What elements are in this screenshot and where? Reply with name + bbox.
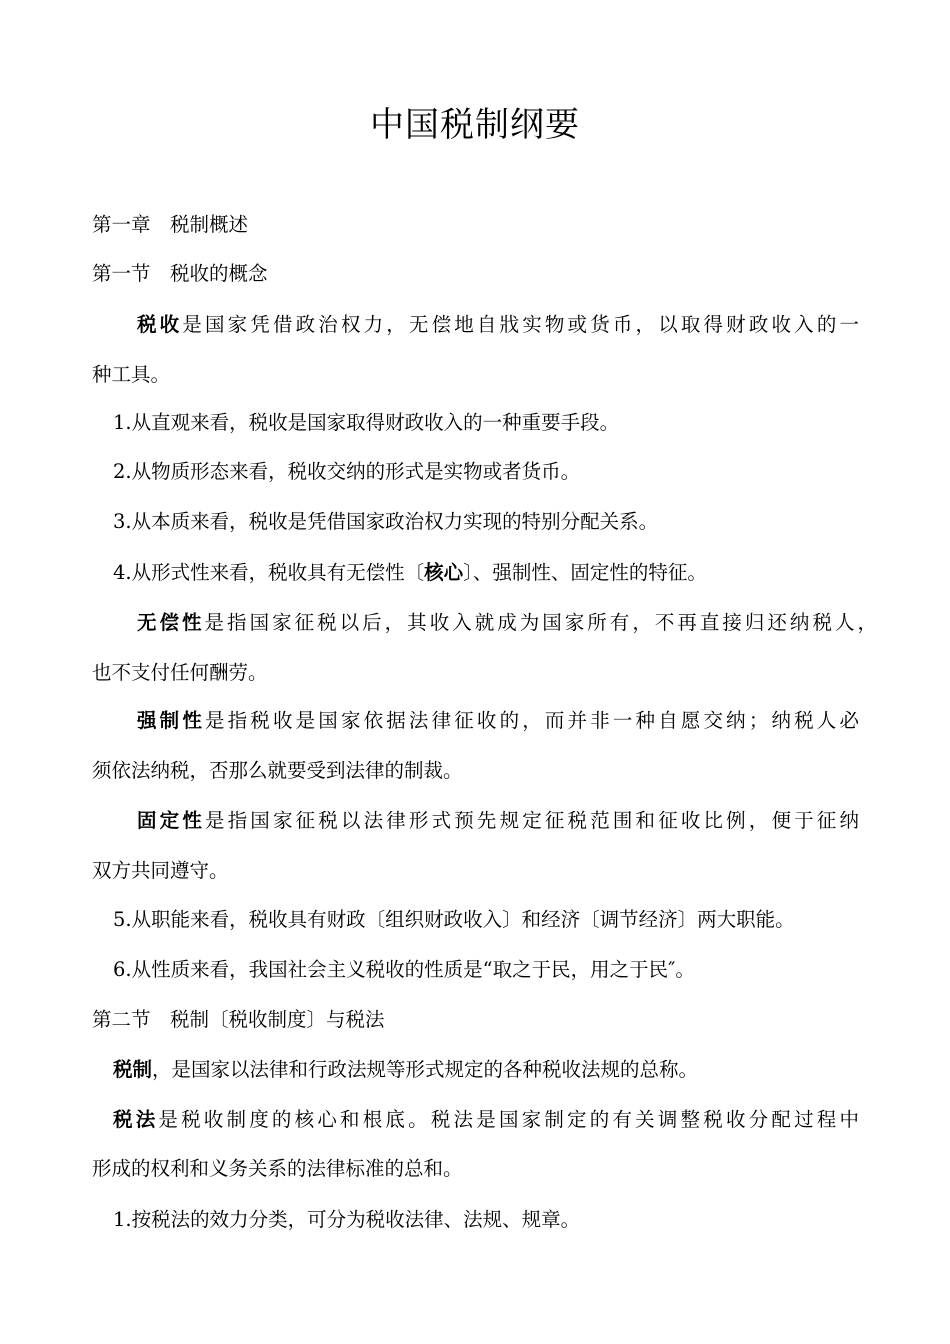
paragraph-compulsoriness-line1	[137, 706, 859, 736]
list-item-6: 6.从性质来看，我国社会主义税收的性质是“取之于民，用之于民″。	[113, 958, 695, 981]
paragraph-text: 是指国家征税以后，其收入就成为国家所有，不再直接归还纳税人，	[204, 611, 877, 634]
chapter-heading: 第一章 税制概述	[92, 213, 249, 236]
paragraph-tax-definition-line1	[137, 310, 859, 340]
list-item-4-after: 〕、强制性、固定性的特征。	[463, 561, 707, 584]
term-tax-law: 税法	[113, 1108, 159, 1131]
term-compulsoriness: 强制性	[137, 709, 205, 732]
term-tax-system: 税制	[113, 1058, 153, 1081]
list-item-4	[113, 558, 903, 588]
term-gratuitousness: 无偿性	[137, 611, 205, 634]
term-core: 核心	[424, 561, 464, 584]
term-fixedness: 固定性	[137, 809, 205, 832]
paragraph-text: 是指国家征税以法律形式预先规定征税范围和征收比例，便于征纳	[204, 809, 859, 832]
list-item-7: 1.按税法的效力分类，可分为税收法律、法规、规章。	[113, 1208, 581, 1231]
paragraph-fixedness-line2: 双方共同遵守。	[92, 859, 229, 882]
section-heading-1: 第一节 税收的概念	[92, 262, 268, 285]
section-heading-2: 第二节 税制〔税收制度〕与税法	[92, 1008, 385, 1031]
paragraph-compulsoriness-line2: 须依法纳税，否那么就要受到法律的制裁。	[92, 759, 463, 782]
list-item-4-before: 4.从形式性来看，税收具有无偿性〔	[113, 561, 425, 584]
paragraph-tax-definition-line2: 种工具。	[92, 363, 171, 386]
paragraph-tax-law-line1	[113, 1105, 859, 1135]
list-item-5: 5.从职能来看，税收具有财政〔组织财政收入〕和经济〔调节经济〕两大职能。	[113, 908, 795, 931]
paragraph-tax-system	[113, 1055, 903, 1085]
paragraph-text: 是税收制度的核心和根底。税法是国家制定的有关调整税收分配过程中	[158, 1108, 859, 1131]
term-tax: 税收	[137, 313, 183, 336]
list-item-2: 2.从物质形态来看，税收交纳的形式是实物或者货币。	[113, 460, 581, 483]
document-title: 中国税制纲要	[370, 105, 580, 145]
list-item-3: 3.从本质来看，税收是凭借国家政治权力实现的特别分配关系。	[113, 510, 659, 533]
paragraph-gratuitousness-line1	[137, 608, 877, 638]
paragraph-tax-law-line2: 形成的权利和义务关系的法律标准的总和。	[92, 1157, 463, 1180]
list-item-1: 1.从直观来看，税收是国家取得财政收入的一种重要手段。	[113, 411, 620, 434]
paragraph-gratuitousness-line2: 也不支付任何酬劳。	[92, 661, 268, 684]
paragraph-text: ，是国家以法律和行政法规等形式规定的各种税收法规的总称。	[152, 1058, 699, 1081]
paragraph-text: 是国家凭借政治权力，无偿地自戕实物或货币，以取得财政收入的一	[182, 313, 859, 336]
paragraph-text: 是指税收是国家依据法律征收的，而并非一种自愿交纳；纳税人必	[204, 709, 859, 732]
paragraph-fixedness-line1	[137, 806, 859, 836]
